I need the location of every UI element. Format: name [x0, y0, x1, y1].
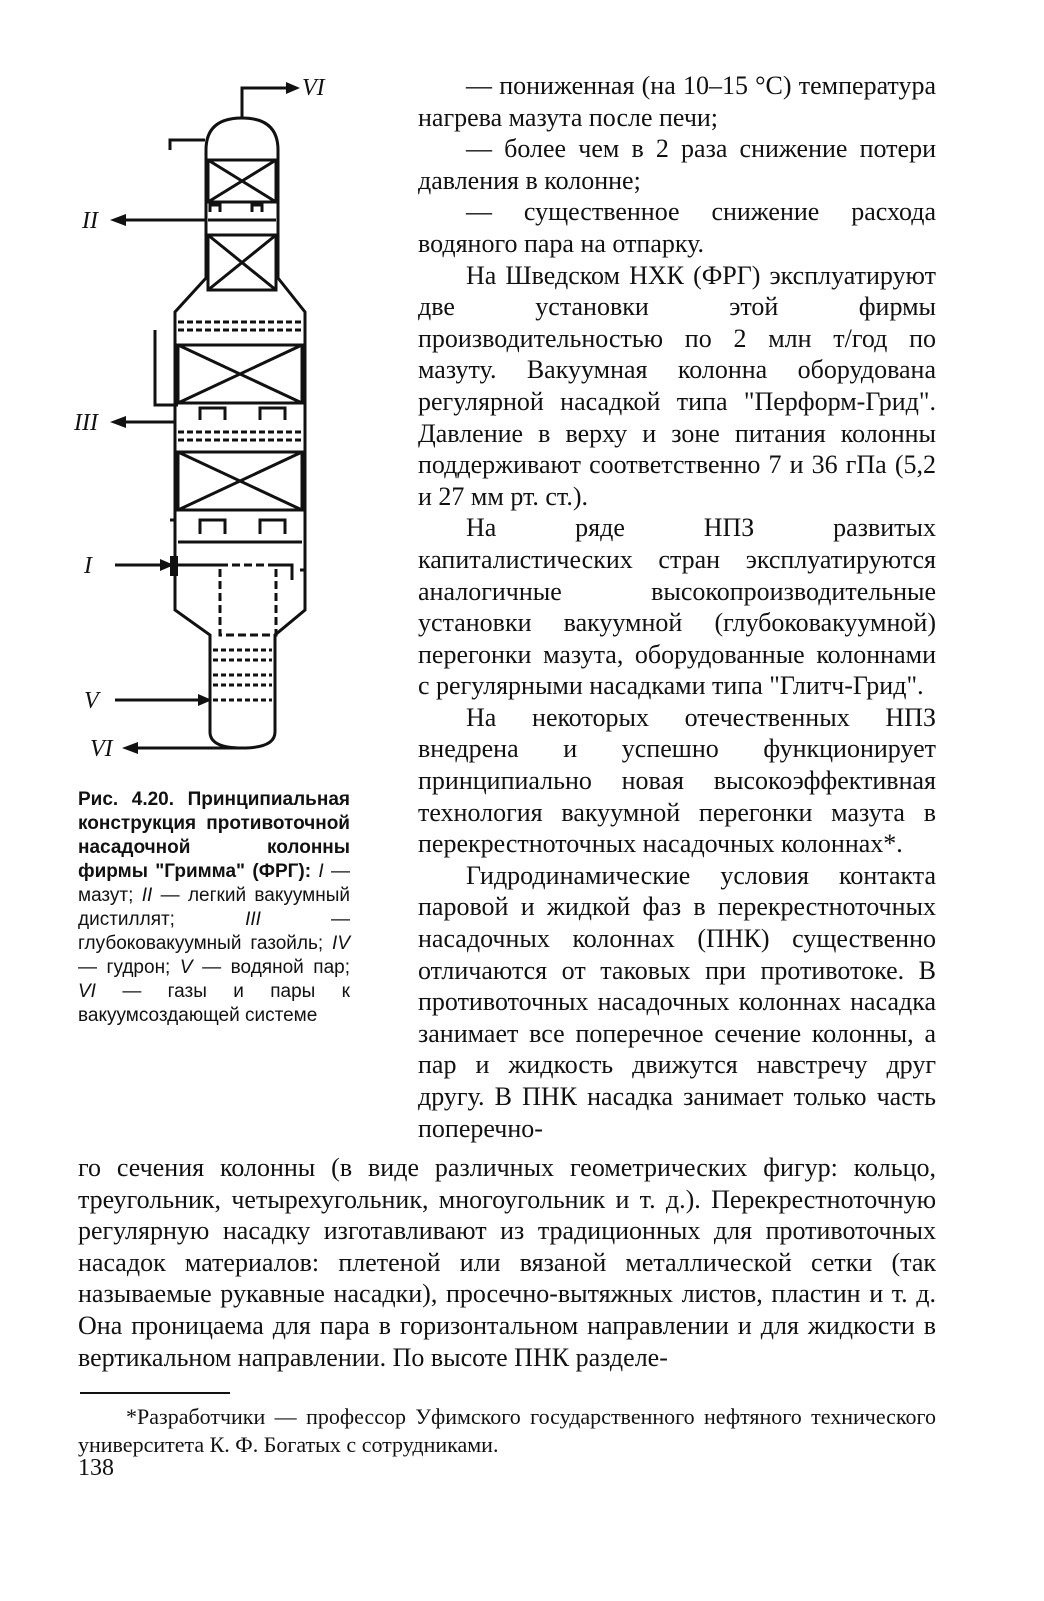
legend-num: I — [318, 861, 324, 882]
full-width-text — [78, 1152, 936, 1373]
legend-num: III — [245, 909, 261, 930]
legend-text: — водяной пар; — [192, 957, 350, 978]
legend-text: — газы и пары к вакуумсоздающей системе — [78, 981, 350, 1026]
flash-zone — [220, 565, 276, 635]
legend-text: — гудрон; — [78, 957, 180, 978]
legend-num: VI — [78, 981, 96, 1002]
column-diagram-svg — [70, 60, 370, 780]
label-v: V — [84, 688, 99, 714]
footnote-text: *Разработчики — профессор Уфимского государственного нефтяного технического университета К. Ф. Богатых с сотрудниками. — [78, 1404, 936, 1457]
label-vi-top: VI — [302, 75, 325, 101]
paragraph: — существенное снижение расхода водяного пара на отпарку. — [418, 197, 936, 258]
legend-num: IV — [332, 933, 350, 954]
label-iii: III — [74, 410, 98, 436]
label-ii: II — [82, 208, 98, 234]
figure-caption — [78, 788, 350, 1028]
paragraph: Гидродинамические условия контакта паровой и жидкой фаз в перекрестноточных насадочных колоннах (ПНК) существенно отличаются от таковых при противотоке. В противоточных насадочных колоннах насадка занимает все поперечное сечение колонны, а пар и жидкость движутся навстречу друг другу. В ПНК насадка занимает только часть поперечно- — [418, 860, 936, 1143]
label-vi-bottom: VI — [90, 736, 113, 762]
column-diagram — [70, 60, 370, 780]
label-i: I — [84, 553, 92, 579]
legend-num: II — [141, 885, 153, 906]
paragraph: На ряде НПЗ развитых капиталистических стран эксплуатируются аналогичные высокопроизводительные установки вакуумной (глубоковакуумной) перегонки мазута, оборудованные колоннами с регулярными насадками типа "Глитч-Грид". — [418, 513, 936, 701]
left-shell — [170, 150, 206, 520]
legend-text: — глубоковакуумный газойль; — [78, 909, 350, 954]
paragraph: На Шведском НХК (ФРГ) эксплуатируют две установки этой фирмы производительностью по 2 млн т/год по мазуту. Вакуумная колонна оборудована регулярной насадкой типа "Перформ-Грид". Давление в верху и зоне питания колонны поддерживают соответственно 7 и 36 гПа (5,2 и 27 мм рт. ст.). — [418, 260, 936, 511]
caption-legend — [78, 861, 350, 1026]
top-dome — [206, 118, 278, 150]
reflux-ii — [170, 140, 205, 150]
legend-text: — легкий вакуумный дистиллят; — [78, 885, 350, 930]
vi-top-line — [242, 88, 290, 118]
legend-num: V — [179, 957, 193, 978]
right-column-text — [418, 70, 936, 1144]
paragraph: На некоторых отечественных НПЗ внедрена и успешно функционирует принципиально новая высокоэффективная технология вакуумной перегонки мазута в перекрестноточных насадочных колоннах*. — [418, 702, 936, 859]
page-number: 138 — [78, 1455, 114, 1481]
caption-head: Рис. 4.20. Принципиальная конструкция противоточной насадочной колонны фирмы "Гримма" (ФРГ): — [78, 789, 350, 882]
paragraph: — пониженная (на 10–15 °С) температура нагрева мазута после печи; — [418, 71, 936, 132]
footnote-rule — [80, 1392, 230, 1394]
footnote — [78, 1403, 936, 1459]
paragraph: — более чем в 2 раза снижение потери давления в колонне; — [418, 134, 936, 195]
paragraph: го сечения колонны (в виде различных геометрических фигур: кольцо, треугольник, четырехугольник, многоугольник и т. д.). Перекрестноточную регулярную насадку изготавливают из традиционных для противоточных насадок материалов: плетеной или вязаной металлической сетки (так называемые рукавные насадки), просечно-вытяжных листов, пластин и т. д. Она проницаема для пара в горизонтальном направлении и для жидкости в вертикальном направлении. По высоте ПНК разделе- — [78, 1153, 936, 1372]
legend-text: — мазут; — [78, 861, 351, 906]
